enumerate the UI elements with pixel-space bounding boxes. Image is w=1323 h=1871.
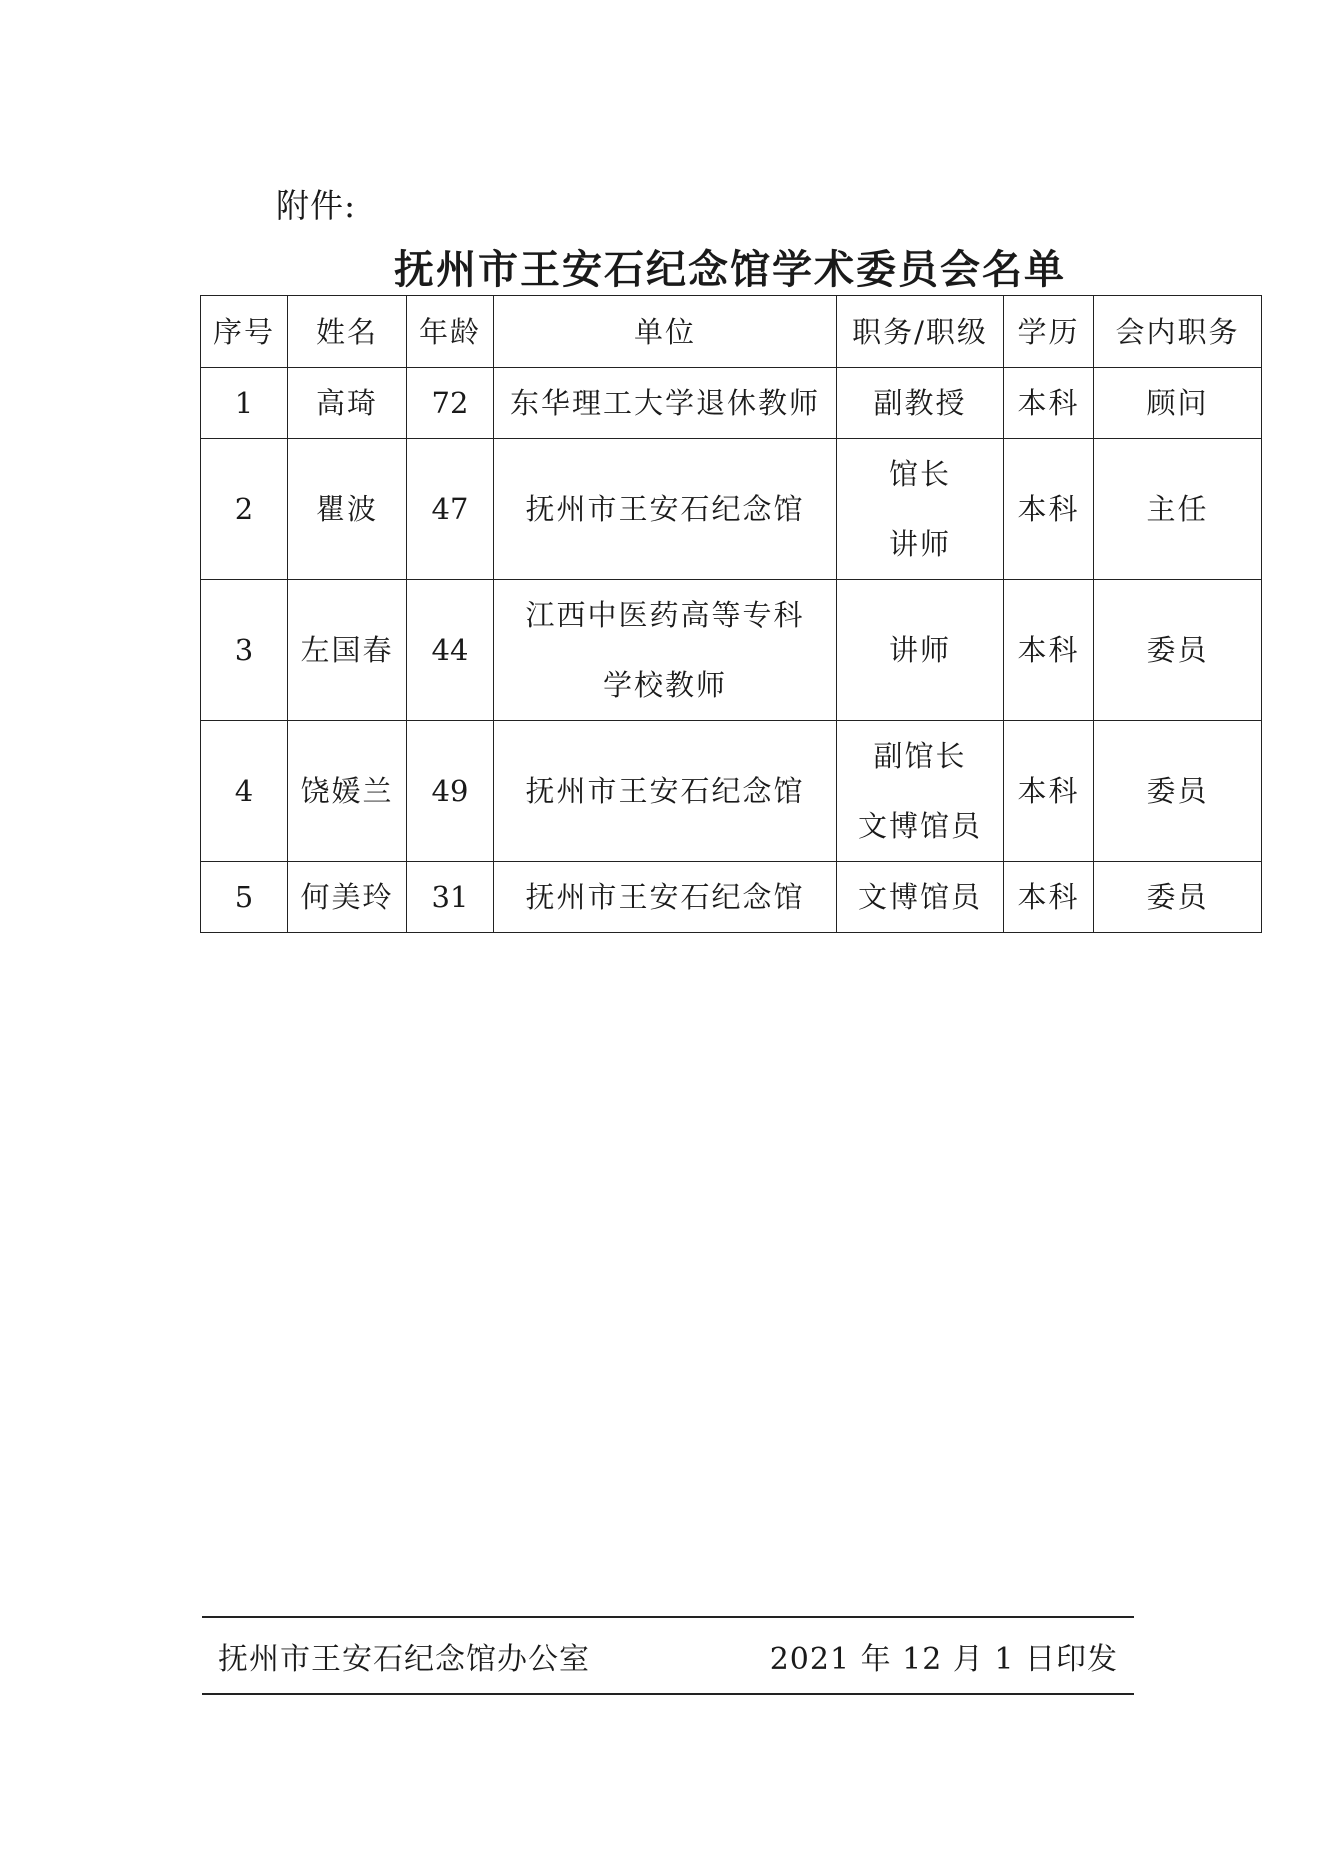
table-row bbox=[201, 580, 1262, 721]
page-title: 抚州市王安石纪念馆学术委员会名单 bbox=[394, 246, 1066, 293]
header-name: 姓名 bbox=[288, 296, 407, 368]
cell-education: 本科 bbox=[1004, 721, 1094, 862]
cell-name: 何美玲 bbox=[288, 862, 407, 933]
cell-index: 5 bbox=[201, 862, 288, 933]
cell-age: 44 bbox=[407, 580, 494, 721]
footer-top-divider bbox=[202, 1616, 1134, 1618]
cell-committee-role: 委员 bbox=[1094, 862, 1262, 933]
cell-committee-role: 主任 bbox=[1094, 439, 1262, 580]
table-row bbox=[201, 862, 1262, 933]
header-position: 职务/职级 bbox=[837, 296, 1004, 368]
table-row bbox=[201, 368, 1262, 439]
cell-education: 本科 bbox=[1004, 580, 1094, 721]
cell-position-line: 文博馆员 bbox=[857, 809, 982, 843]
cell-unit: 东华理工大学退休教师 bbox=[494, 368, 837, 439]
header-education: 学历 bbox=[1004, 296, 1094, 368]
cell-education: 本科 bbox=[1004, 439, 1094, 580]
footer-issue-date: 2021 年 12 月 1 日印发 bbox=[769, 1642, 1118, 1677]
cell-unit-line: 学校教师 bbox=[602, 668, 727, 702]
cell-index: 3 bbox=[201, 580, 288, 721]
cell-committee-role: 顾问 bbox=[1094, 368, 1262, 439]
member-table bbox=[200, 295, 1262, 933]
cell-age: 72 bbox=[407, 368, 494, 439]
cell-index: 2 bbox=[201, 439, 288, 580]
cell-committee-role: 委员 bbox=[1094, 580, 1262, 721]
cell-age: 49 bbox=[407, 721, 494, 862]
header-committee-role: 会内职务 bbox=[1094, 296, 1262, 368]
cell-position: 副教授 bbox=[837, 368, 1004, 439]
attachment-label: 附件: bbox=[276, 186, 357, 225]
header-index: 序号 bbox=[201, 296, 288, 368]
cell-position bbox=[837, 721, 1004, 862]
cell-name: 高琦 bbox=[288, 368, 407, 439]
cell-position: 文博馆员 bbox=[837, 862, 1004, 933]
cell-name: 瞿波 bbox=[288, 439, 407, 580]
cell-position-line: 馆长 bbox=[888, 457, 951, 491]
cell-committee-role: 委员 bbox=[1094, 721, 1262, 862]
cell-unit: 抚州市王安石纪念馆 bbox=[494, 862, 837, 933]
cell-position: 讲师 bbox=[837, 580, 1004, 721]
header-unit: 单位 bbox=[494, 296, 837, 368]
footer-issuing-office: 抚州市王安石纪念馆办公室 bbox=[218, 1642, 590, 1677]
table-row bbox=[201, 439, 1262, 580]
cell-name: 左国春 bbox=[288, 580, 407, 721]
cell-index: 1 bbox=[201, 368, 288, 439]
header-age: 年龄 bbox=[407, 296, 494, 368]
cell-education: 本科 bbox=[1004, 862, 1094, 933]
cell-unit: 抚州市王安石纪念馆 bbox=[494, 721, 837, 862]
cell-name: 饶媛兰 bbox=[288, 721, 407, 862]
cell-position bbox=[837, 439, 1004, 580]
cell-unit bbox=[494, 580, 837, 721]
cell-position-line: 副馆长 bbox=[873, 739, 967, 773]
table-row bbox=[201, 721, 1262, 862]
cell-education: 本科 bbox=[1004, 368, 1094, 439]
cell-age: 31 bbox=[407, 862, 494, 933]
cell-position-line: 讲师 bbox=[888, 527, 951, 561]
table-header-row bbox=[201, 296, 1262, 368]
cell-index: 4 bbox=[201, 721, 288, 862]
cell-unit-line: 江西中医药高等专科 bbox=[525, 598, 805, 632]
cell-age: 47 bbox=[407, 439, 494, 580]
footer-bottom-divider bbox=[202, 1693, 1134, 1695]
cell-unit: 抚州市王安石纪念馆 bbox=[494, 439, 837, 580]
